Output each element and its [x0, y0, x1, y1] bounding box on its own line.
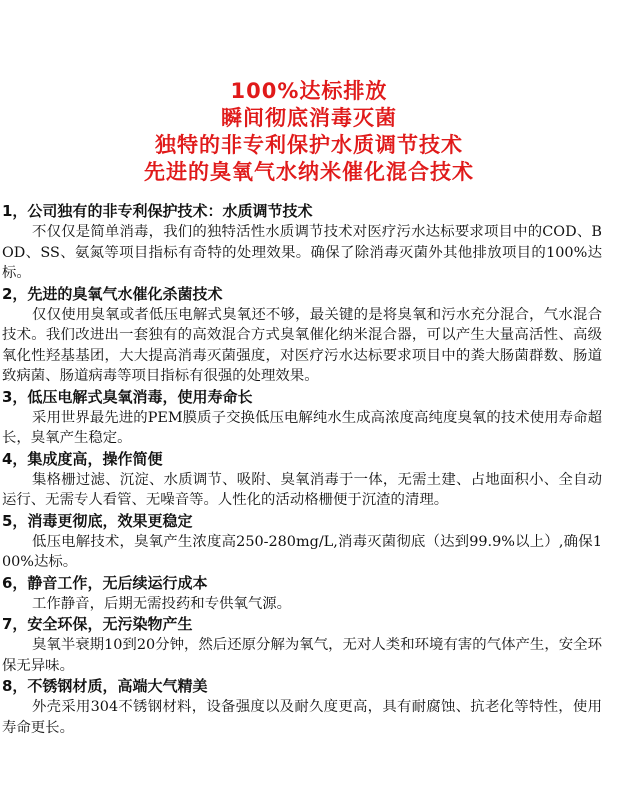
feature-section-5	[2, 511, 602, 573]
section-heading: 4，集成度高，操作简便	[2, 449, 163, 468]
section-body: 仅仅使用臭氧或者低压电解式臭氧还不够，最关键的是将臭氧和污水充分混合，气水混合技术。我们改进出一套独有的高效混合方式臭氧催化纳米混合器，可以产生大量高活性、高级氧化性羟基基团，大大提高消毒灭菌强度，对医疗污水达标要求项目中的粪大肠菌群数、肠道致病菌、肠道病毒等项目指标有很强的处理效果。	[2, 306, 602, 384]
section-heading: 3，低压电解式臭氧消毒，使用寿命长	[2, 387, 253, 406]
title-line-1: 100%达标排放	[230, 79, 388, 103]
feature-section-3	[2, 387, 602, 449]
section-body: 采用世界最先进的PEM膜质子交换低压电解纯水生成高浓度高纯度臭氧的技术使用寿命超长，臭氧产生稳定。	[2, 409, 602, 446]
feature-list	[2, 201, 602, 738]
section-heading: 5，消毒更彻底，效果更稳定	[2, 511, 193, 530]
title-block	[0, 78, 618, 186]
section-body: 臭氧半衰期10到20分钟，然后还原分解为氧气，无对人类和环境有害的气体产生，安全环保无异味。	[2, 637, 602, 674]
feature-section-1	[2, 201, 602, 284]
feature-section-7	[2, 614, 602, 676]
section-heading: 8，不锈钢材质，高端大气精美	[2, 677, 208, 695]
section-heading: 6，静音工作，无后续运行成本	[2, 573, 208, 592]
section-body: 集格栅过滤、沉淀、水质调节、吸附、臭氧消毒于一体，无需土建、占地面积小、全自动运行、无需专人看管、无噪音等。人性化的活动格栅便于沉渣的清理。	[2, 471, 602, 508]
section-body: 不仅仅是简单消毒，我们的独特活性水质调节技术对医疗污水达标要求项目中的COD、BOD、SS、氨氮等项目指标有奇特的处理效果。确保了除消毒灭菌外其他排放项目的100%达标。	[2, 224, 602, 281]
feature-section-6	[2, 573, 602, 615]
feature-section-4	[2, 449, 602, 511]
title-line-3: 独特的非专利保护水质调节技术	[155, 133, 463, 157]
title-line-4: 先进的臭氧气水纳米催化混合技术	[144, 160, 474, 184]
title-line-2: 瞬间彻底消毒灭菌	[221, 106, 397, 130]
section-body: 外壳采用304不锈钢材料，设备强度以及耐久度更高，具有耐腐蚀、抗老化等特性，使用寿命更长。	[2, 699, 602, 736]
section-heading: 7，安全环保，无污染物产生	[2, 615, 193, 633]
section-body: 低压电解技术，臭氧产生浓度高250-280mg/L,消毒灭菌彻底（达到99.9%以上）,确保100%达标。	[2, 533, 602, 570]
section-heading: 1，公司独有的非专利保护技术：水质调节技术	[2, 202, 313, 220]
feature-section-8	[2, 676, 602, 738]
section-body: 工作静音，后期无需投药和专供氧气源。	[32, 595, 292, 612]
section-heading: 2，先进的臭氧气水催化杀菌技术	[2, 284, 223, 303]
feature-section-2	[2, 284, 602, 387]
